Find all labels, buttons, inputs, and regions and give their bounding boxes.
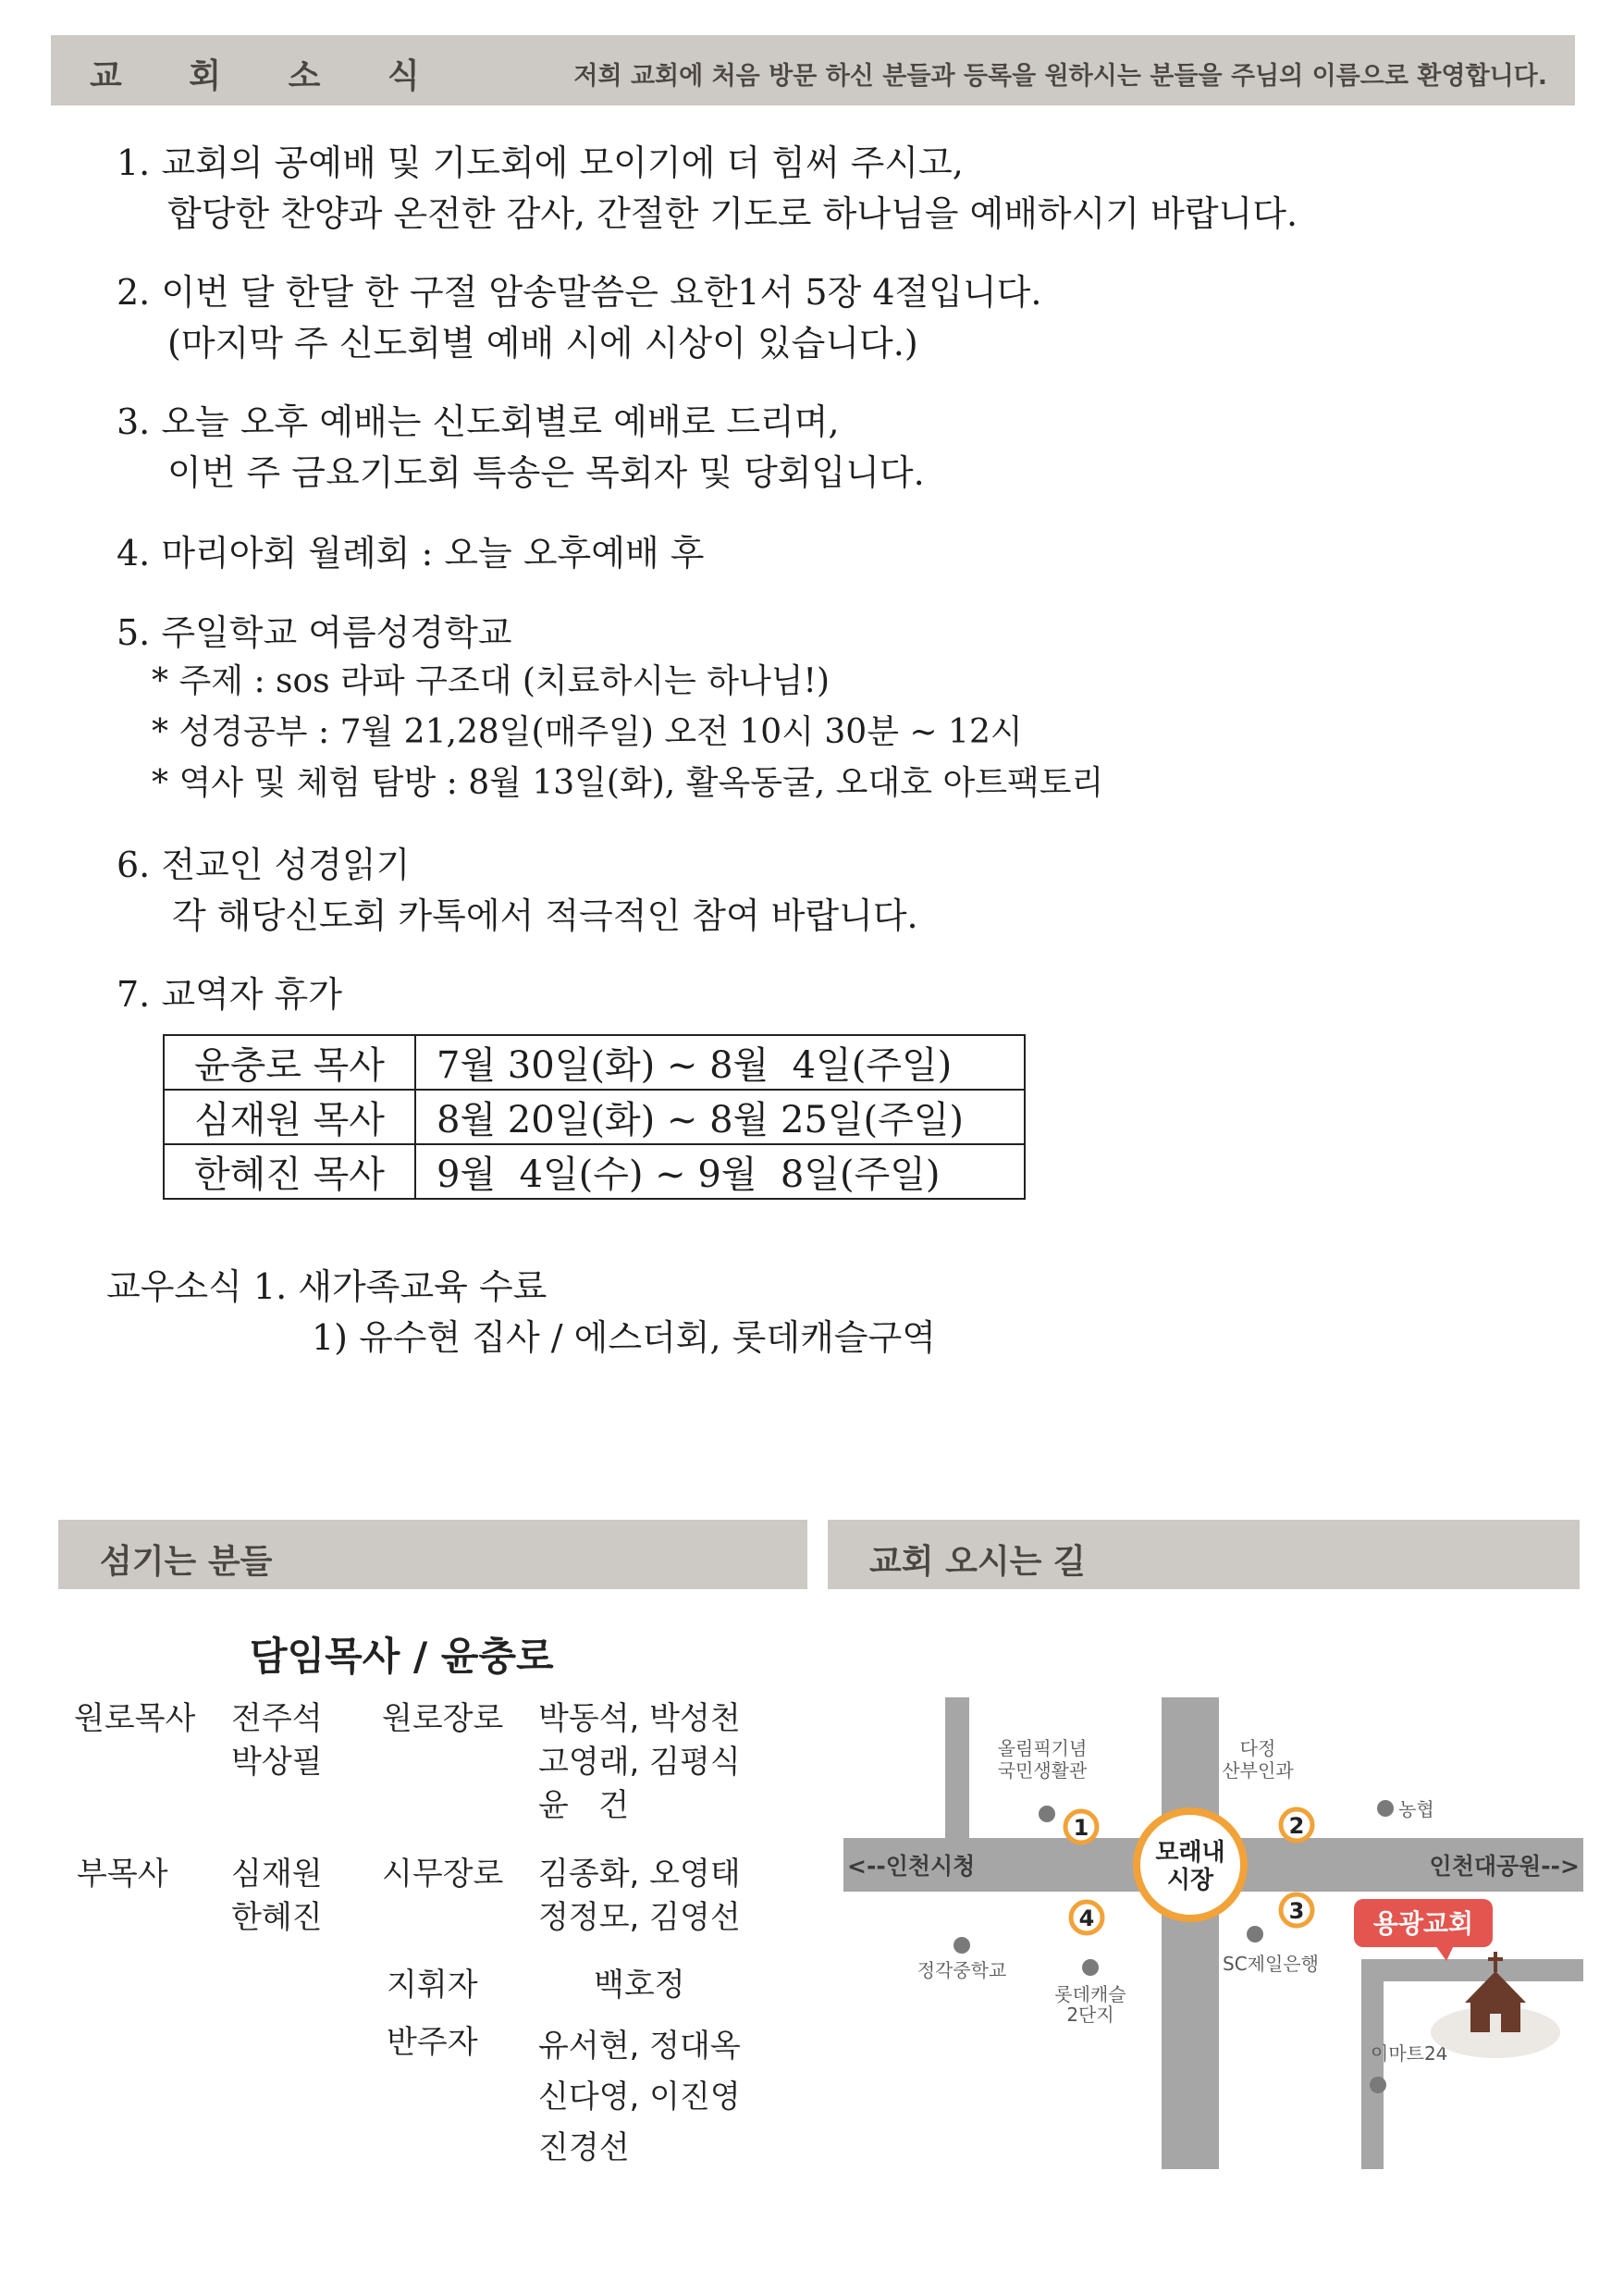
landmark-label: 다정 산부인과 <box>1222 1737 1294 1782</box>
news-item-1-detail: 합당한 찬양과 온전한 감사, 간절한 기도로 하나님을 예배하시기 바랍니다. <box>167 193 1298 234</box>
svg-text:3: 3 <box>1288 1898 1305 1924</box>
news-item-2-detail: (마지막 주 신도회별 예배 시에 시상이 있습니다.) <box>167 323 918 364</box>
senior-pastor: 담임목사 / 윤충로 <box>250 1634 554 1679</box>
right-arrow-label: 인천대공원--> <box>1429 1853 1580 1880</box>
center-label: 모래내 <box>1155 1839 1225 1867</box>
role-label: 부목사 <box>77 1856 168 1893</box>
news-item-5-bullet: * 주제 : sos 라파 구조대 (치료하시는 하나님!) <box>152 662 830 700</box>
table-row <box>164 1035 1025 1090</box>
news-item-1: 1. 교회의 공예배 및 기도회에 모이기에 더 힘써 주시고, <box>117 142 964 183</box>
vacation-name: 심재원 목사 <box>164 1090 415 1144</box>
news-title: 교 회 소 식 <box>90 57 448 95</box>
staff-names <box>538 1853 741 1940</box>
landmark-label: 농협 <box>1398 1798 1434 1820</box>
news-item-6: 6. 전교인 성경읽기 <box>117 845 411 885</box>
landmark-label: 정각중학교 <box>917 1959 1007 1981</box>
staff-name: 박동석, 박성천 <box>538 1700 741 1737</box>
serving-heading: 섬기는 분들 <box>100 1543 273 1581</box>
news-item-5: 5. 주일학교 여름성경학교 <box>117 612 512 653</box>
landmark-label: 롯데캐슬 2단지 <box>1054 1983 1126 2026</box>
news-item-3: 3. 오늘 오후 예배는 신도회별로 예배로 드리며, <box>117 401 840 442</box>
news-banner <box>51 35 1575 105</box>
welcome-text: 저희 교회에 처음 방문 하신 분들과 등록을 원하시는 분들을 주님의 이름으로 환영합니다. <box>573 62 1547 91</box>
landmark-label: 이마트24 <box>1371 2042 1448 2065</box>
vacation-name: 윤충로 목사 <box>164 1035 415 1090</box>
role-label: 반주자 <box>387 2024 478 2061</box>
news-item-6-detail: 각 해당신도회 카톡에서 적극적인 참여 바랍니다. <box>172 895 918 936</box>
role-label: 시무장로 <box>382 1856 504 1893</box>
member-news: 교우소식 1. 새가족교육 수료 <box>106 1266 547 1307</box>
role-label: 원로목사 <box>74 1700 196 1737</box>
news-item-7: 7. 교역자 휴가 <box>117 974 342 1015</box>
staff-name: 심재원 <box>231 1856 323 1893</box>
news-item-2: 2. 이번 달 한달 한 구절 암송말씀은 요한1서 5장 4절입니다. <box>117 272 1042 313</box>
svg-text:1: 1 <box>1073 1815 1089 1841</box>
staff-name: 신다영, 이진영 <box>538 2078 741 2115</box>
staff-name: 한혜진 <box>231 1899 323 1936</box>
serving-banner <box>58 1520 807 1589</box>
road <box>1162 1697 1219 2169</box>
vacation-dates: 8월 20일(화) ~ 8월 25일(주일) <box>415 1090 1025 1144</box>
staff-name: 진경선 <box>538 2129 630 2166</box>
landmark-label: 올림픽기념 국민생활관 <box>997 1737 1088 1782</box>
table-row <box>164 1144 1025 1199</box>
landmark-dot <box>1082 1959 1099 1976</box>
news-item-5-bullet: * 성경공부 : 7월 21,28일(매주일) 오전 10시 30분 ~ 12시 <box>152 713 1023 751</box>
staff-name: 유서현, 정대옥 <box>538 2028 741 2065</box>
svg-text:2: 2 <box>1288 1813 1305 1839</box>
vacation-dates: 7월 30일(화) ~ 8월 4일(주일) <box>415 1035 1025 1090</box>
staff-names <box>538 1697 741 1828</box>
staff-names <box>538 2021 741 2174</box>
church-map <box>843 1697 1583 2169</box>
staff-name: 박상필 <box>231 1744 323 1781</box>
member-news-detail: 1) 유수현 집사 / 에스더회, 롯데캐슬구역 <box>312 1317 936 1358</box>
news-item-3-detail: 이번 주 금요기도회 특송은 목회자 및 당회입니다. <box>167 452 925 493</box>
church-label: 용광교회 <box>1372 1908 1474 1939</box>
staff-name: 김종화, 오영태 <box>538 1856 741 1893</box>
role-label: 원로장로 <box>382 1700 504 1737</box>
staff-name: 정정모, 김영선 <box>538 1899 741 1936</box>
church-badge-pointer <box>1435 1945 1454 1961</box>
staff-names <box>231 1853 323 1940</box>
vacation-name: 한혜진 목사 <box>164 1144 415 1199</box>
left-arrow-label: <--인천시청 <box>847 1853 976 1880</box>
vacation-table <box>163 1034 1026 1200</box>
center-label: 시장 <box>1166 1867 1214 1894</box>
news-item-4: 4. 마리아회 월례회 : 오늘 오후예배 후 <box>117 533 705 574</box>
staff-names <box>231 1697 323 1784</box>
landmark-dot <box>1247 1926 1263 1942</box>
road <box>1361 1959 1583 1981</box>
landmark-dot <box>953 1937 970 1954</box>
landmark-dot <box>1377 1800 1394 1817</box>
directions-banner <box>828 1520 1580 1589</box>
table-row <box>164 1090 1025 1144</box>
svg-text:4: 4 <box>1078 1906 1095 1931</box>
role-label: 지휘자 <box>387 1967 478 2004</box>
landmark-dot <box>1039 1806 1055 1822</box>
vacation-dates: 9월 4일(수) ~ 9월 8일(주일) <box>415 1144 1025 1199</box>
staff-name: 윤 건 <box>538 1787 630 1824</box>
landmark-label: SC제일은행 <box>1223 1953 1319 1975</box>
directions-heading: 교회 오시는 길 <box>869 1543 1086 1581</box>
staff-name: 전주석 <box>231 1700 323 1737</box>
landmark-dot <box>1370 2077 1386 2093</box>
staff-name: 백호정 <box>594 1967 685 2004</box>
news-item-5-bullet: * 역사 및 체험 탐방 : 8월 13일(화), 활옥동굴, 오대호 아트팩토리 <box>152 764 1104 802</box>
staff-name: 고영래, 김평식 <box>538 1744 741 1781</box>
